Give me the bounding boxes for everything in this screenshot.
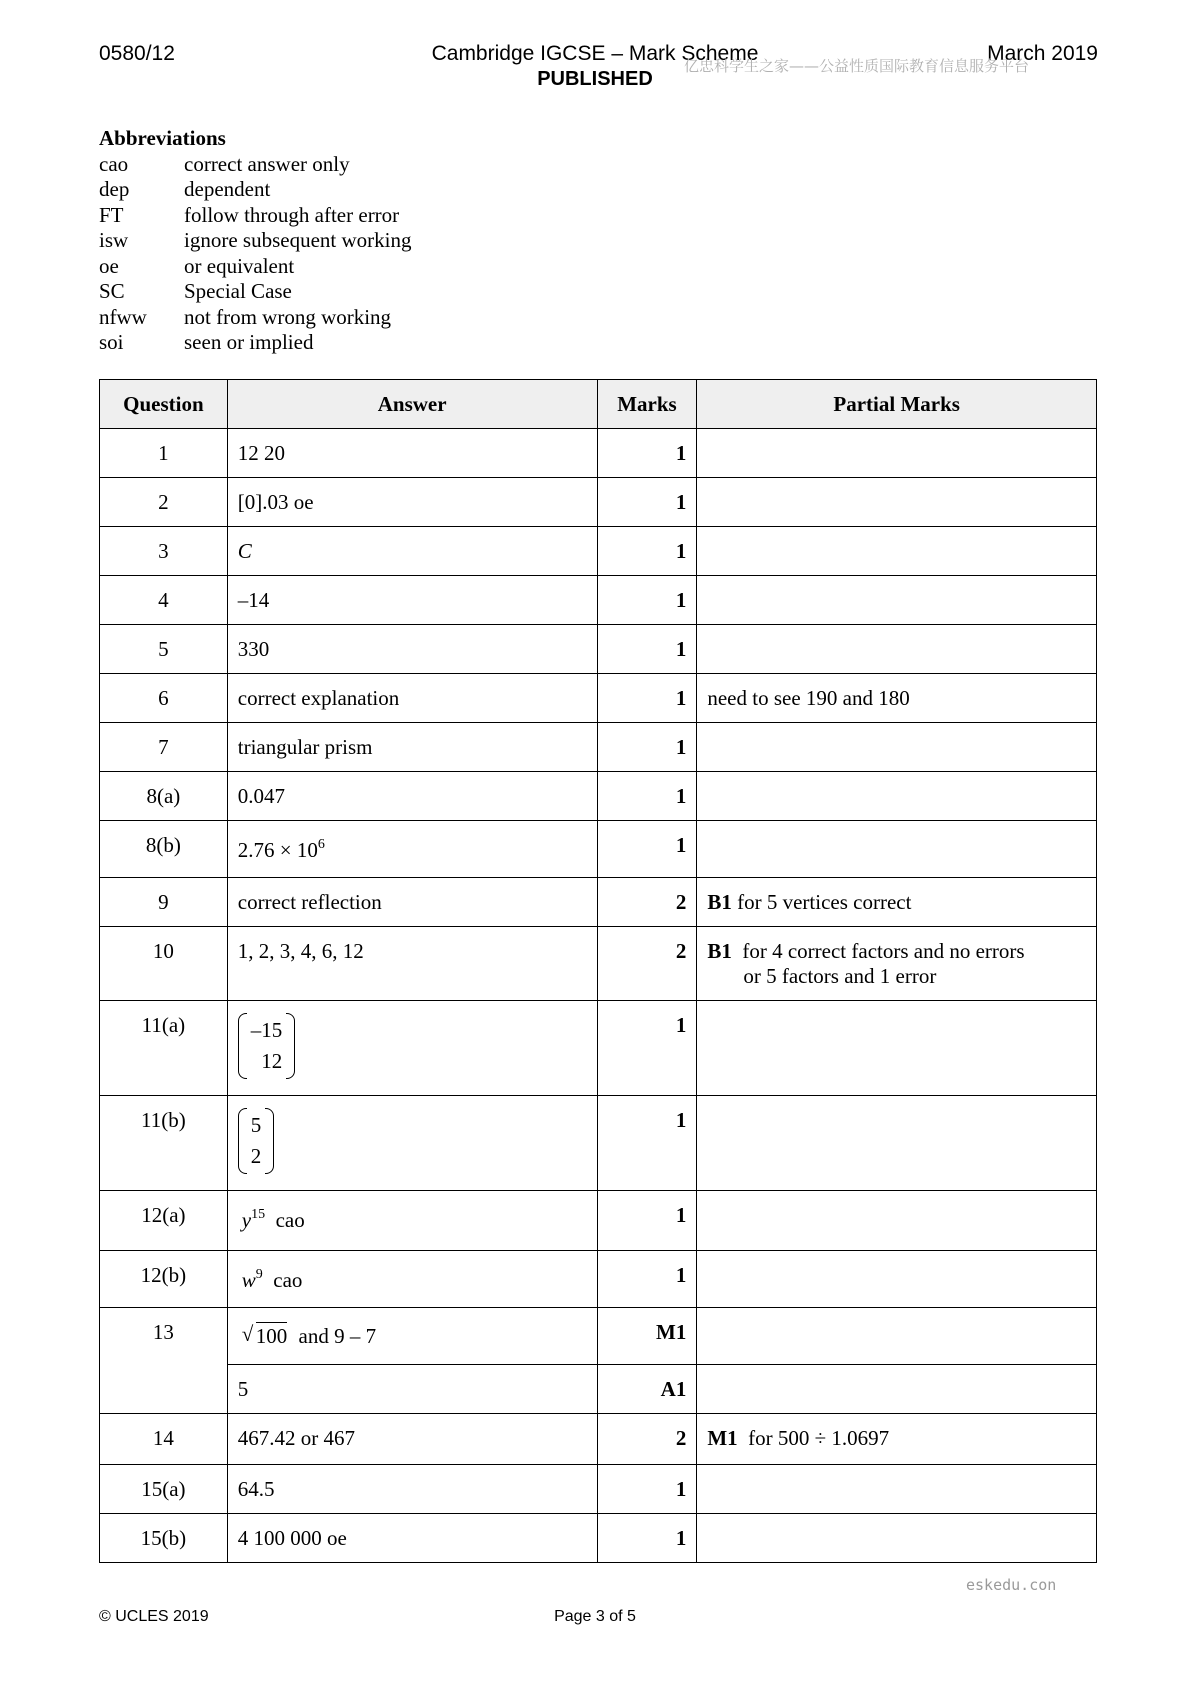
partial-mark-text: for 500 ÷ 1.0697: [748, 1426, 890, 1450]
question-number: 12(a): [141, 1203, 186, 1227]
partial-marks-cell: [697, 1251, 1096, 1273]
table-row: [100, 878, 1097, 927]
question-number: 15(a): [141, 1477, 186, 1501]
page-number: Page 3 of 5: [554, 1608, 636, 1625]
partial-marks-cell: [697, 527, 1096, 549]
answer-cell: C: [237, 539, 252, 563]
abbreviation-code: isw: [99, 228, 129, 252]
question-number: 10: [152, 939, 174, 963]
answer-cell: [228, 1308, 597, 1359]
partial-mark-text: for 5 vertices correct: [737, 890, 912, 914]
abbreviation-meaning: ignore subsequent working: [184, 228, 412, 252]
answer-cell: correct reflection: [237, 890, 382, 914]
partial-marks-cell: [697, 878, 1096, 925]
table-row: [100, 625, 1097, 674]
partial-marks-cell: [697, 772, 1096, 794]
question-number: 7: [158, 735, 169, 759]
abbreviation-item: [99, 203, 411, 229]
marks-cell: A1: [660, 1377, 687, 1401]
marks-cell: 1: [675, 441, 687, 465]
partial-marks-cell: [697, 1365, 1096, 1387]
abbreviation-item: [99, 330, 411, 356]
marks-cell: 1: [675, 1263, 687, 1287]
question-number: 11(b): [141, 1108, 186, 1132]
abbreviations-title: Abbreviations: [99, 126, 226, 150]
abbreviation-meaning: or equivalent: [184, 253, 295, 278]
abbreviation-item: [99, 177, 411, 203]
table-row: [100, 927, 1097, 1001]
abbreviation-meaning: correct answer only: [184, 151, 350, 176]
table-row: [100, 821, 1097, 878]
question-number: 3: [158, 539, 169, 563]
table-row: [100, 576, 1097, 625]
partial-marks-cell: [697, 1096, 1096, 1118]
answer-cell: 5: [237, 1377, 249, 1401]
abbreviation-code: SC: [99, 279, 125, 303]
abbreviation-code: soi: [99, 330, 124, 354]
document-status: PUBLISHED: [537, 68, 653, 90]
table-row: [100, 527, 1097, 576]
answer-cell: [228, 1191, 597, 1243]
abbreviation-item: [99, 152, 411, 178]
right-parenthesis: [286, 1013, 295, 1079]
column-header-marks: Marks: [597, 380, 697, 429]
marks-cell: 1: [675, 1526, 687, 1550]
answer-cell: 1, 2, 3, 4, 6, 12: [237, 939, 364, 963]
partial-marks-cell: [697, 723, 1096, 745]
answer-cell: [0].03 oe: [237, 490, 314, 514]
question-number: 5: [158, 637, 169, 661]
partial-marks-cell: [697, 429, 1096, 451]
column-header-answer: Answer: [227, 380, 597, 429]
abbreviation-item: [99, 305, 411, 331]
partial-mark-text: for 4 correct factors and no errors: [742, 939, 1025, 963]
abbreviations-section: [99, 126, 411, 356]
partial-marks-cell: [697, 1514, 1096, 1536]
partial-mark-code: B1: [707, 939, 732, 963]
table-row: [100, 1001, 1097, 1096]
square-root-sign: √: [241, 1322, 254, 1346]
answer-cell: triangular prism: [237, 735, 373, 759]
marks-cell: 1: [675, 735, 687, 759]
question-number: 12(b): [140, 1263, 187, 1287]
abbreviation-item: [99, 279, 411, 305]
question-number: 6: [158, 686, 169, 710]
table-row: [100, 1096, 1097, 1191]
marks-cell: 1: [675, 1013, 687, 1037]
abbreviation-code: cao: [99, 151, 129, 176]
watermark-text: 亿忠科学生之家——公益性质国际教育信息服务平台: [684, 57, 1030, 75]
marks-cell: 1: [675, 1203, 687, 1227]
left-parenthesis: [238, 1013, 247, 1079]
marks-cell: 1: [675, 1477, 687, 1501]
document-code: 0580/12: [99, 42, 175, 65]
answer-cell: –14: [237, 588, 270, 612]
marks-cell: 1: [675, 588, 687, 612]
table-row: [100, 429, 1097, 478]
answer-cell: 467.42 or 467: [237, 1426, 356, 1450]
question-number: 1: [158, 441, 169, 465]
answer-cell: [228, 821, 597, 873]
abbreviation-code: oe: [99, 253, 119, 278]
partial-mark-text-line2: or 5 factors and 1 error: [743, 964, 937, 988]
square-root: [242, 1324, 288, 1349]
answer-cell: [228, 1096, 597, 1190]
marks-cell: M1: [656, 1320, 687, 1344]
table-row: [100, 1465, 1097, 1514]
abbreviation-code: dep: [99, 177, 130, 201]
marks-cell: 2: [675, 1426, 687, 1450]
table-header-row: [100, 380, 1097, 429]
table-row: [100, 1365, 1097, 1414]
answer-exponent: 9: [255, 1267, 263, 1282]
column-header-question: Question: [100, 380, 228, 429]
table-row: [100, 478, 1097, 527]
table-row: [100, 1191, 1097, 1251]
answer-cell: 4 100 000 oe: [237, 1526, 347, 1550]
abbreviation-meaning: dependent: [184, 177, 271, 201]
question-number: 13: [152, 1320, 174, 1344]
abbreviation-code: nfww: [99, 304, 147, 329]
answer-cell: correct explanation: [237, 686, 400, 710]
table-row: [100, 1251, 1097, 1308]
abbreviation-item: [99, 228, 411, 254]
question-number: 2: [158, 490, 169, 514]
partial-marks-cell: [697, 927, 1096, 999]
answer-suffix: cao: [275, 1208, 305, 1232]
table-row: [100, 674, 1097, 723]
answer-cell: 330: [237, 637, 270, 661]
question-number: 9: [158, 890, 169, 914]
partial-marks-cell: [697, 478, 1096, 500]
partial-mark-code: M1: [707, 1426, 738, 1450]
partial-marks-cell: [697, 1414, 1096, 1461]
column-header-partial-marks: Partial Marks: [697, 380, 1097, 429]
marks-cell: 1: [675, 1108, 687, 1132]
answer-variable: y: [241, 1208, 252, 1232]
abbreviation-item: [99, 254, 411, 280]
answer-cell: 0.047: [237, 784, 286, 808]
vector-bottom: 12: [261, 1049, 283, 1073]
partial-marks-cell: [697, 1001, 1096, 1023]
vector-top: 5: [250, 1113, 262, 1137]
answer-suffix: and 9 – 7: [298, 1324, 377, 1348]
marks-cell: 2: [675, 890, 687, 914]
table-row: [100, 1414, 1097, 1465]
column-vector: [238, 1013, 296, 1079]
marks-cell: 1: [675, 833, 687, 857]
table-row: [100, 1514, 1097, 1563]
site-watermark: eskedu.con: [966, 1576, 1057, 1594]
answer-suffix: cao: [273, 1268, 303, 1292]
question-number: 11(a): [141, 1013, 186, 1037]
question-number: 4: [158, 588, 169, 612]
copyright-notice: © UCLES 2019: [99, 1608, 209, 1625]
answer-exponent: 15: [251, 1207, 266, 1222]
question-number: 8(a): [146, 784, 181, 808]
answer-cell: [228, 1001, 597, 1095]
answer-exponent: 6: [317, 837, 325, 852]
mark-scheme-table: [99, 379, 1097, 1563]
answer-cell: 64.5: [237, 1477, 275, 1501]
marks-cell: 1: [675, 490, 687, 514]
partial-marks-cell: [697, 1308, 1096, 1330]
partial-marks-cell: [697, 625, 1096, 647]
vector-bottom: 2: [250, 1144, 262, 1168]
partial-mark-code: B1: [707, 890, 732, 914]
answer-base: 2.76 × 10: [237, 838, 318, 862]
table-row: [100, 723, 1097, 772]
abbreviation-meaning: not from wrong working: [184, 304, 392, 329]
partial-marks-cell: [697, 821, 1096, 843]
question-number: 8(b): [145, 833, 181, 857]
right-parenthesis: [265, 1108, 274, 1174]
document-title: Cambridge IGCSE – Mark Scheme: [431, 42, 759, 65]
radicand: 100: [255, 1324, 288, 1348]
partial-marks-cell: [697, 576, 1096, 598]
marks-cell: 1: [675, 784, 687, 808]
answer-cell: [228, 1251, 597, 1303]
abbreviation-code: FT: [99, 202, 124, 227]
partial-marks-cell: [697, 1465, 1096, 1487]
marks-cell: 1: [675, 637, 687, 661]
column-vector: [238, 1108, 275, 1174]
abbreviation-meaning: follow through after error: [184, 202, 400, 227]
table-row: [100, 1308, 1097, 1365]
partial-marks-cell: need to see 190 and 180: [707, 686, 910, 710]
document-date: March 2019: [987, 42, 1098, 65]
left-parenthesis: [238, 1108, 247, 1174]
question-number: 15(b): [140, 1526, 187, 1550]
question-number: 14: [152, 1426, 174, 1450]
answer-variable: w: [241, 1268, 256, 1292]
abbreviation-meaning: seen or implied: [184, 330, 314, 354]
marks-cell: 2: [675, 939, 687, 963]
marks-cell: 1: [675, 539, 687, 563]
answer-cell: 12 20: [237, 441, 286, 465]
vector-top: –15: [250, 1018, 283, 1042]
table-row: [100, 772, 1097, 821]
abbreviation-meaning: Special Case: [184, 279, 292, 303]
marks-cell: 1: [675, 686, 687, 710]
partial-marks-cell: [697, 1191, 1096, 1213]
